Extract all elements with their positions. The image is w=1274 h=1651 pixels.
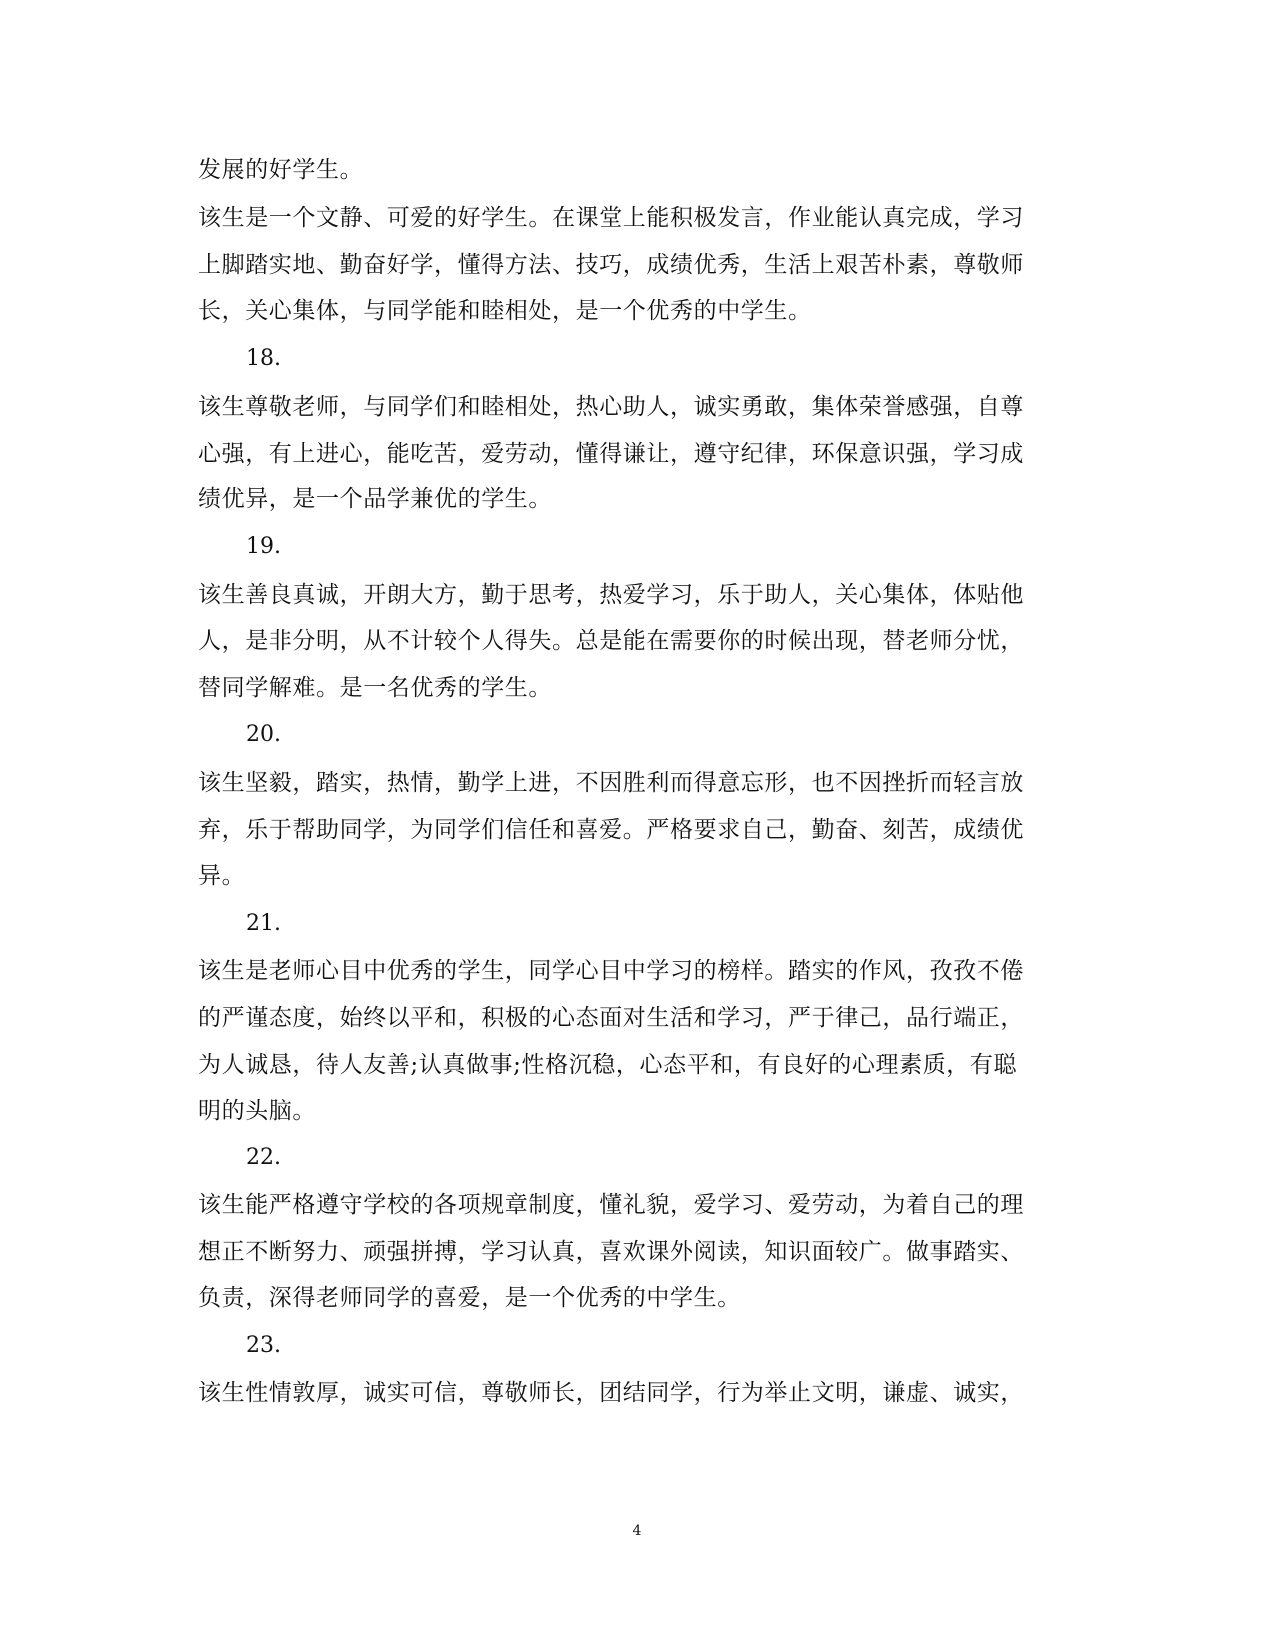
text-line: 明的头脑。 (198, 1098, 316, 1124)
text-line: 发展的好学生。 (198, 157, 364, 183)
text-line: 该生坚毅，踏实，热情，勤学上进，不因胜利而得意忘形，也不因挫折而轻言放 (198, 770, 1024, 796)
text-line: 异。 (198, 863, 246, 889)
text-line: 该生是老师心目中优秀的学生，同学心目中学习的榜样。踏实的作风，孜孜不倦 (198, 958, 1024, 984)
text-line: 为人诚恳，待人友善;认真做事;性格沉稳，心态平和，有良好的心理素质，有聪 (198, 1052, 1018, 1078)
item-number: 20. (246, 722, 281, 747)
item-number: 18. (246, 346, 281, 371)
page-number: 4 (632, 1523, 642, 1539)
text-line: 绩优异，是一个品学兼优的学生。 (198, 486, 552, 512)
text-line: 该生是一个文静、可爱的好学生。在课堂上能积极发言，作业能认真完成，学习 (198, 205, 1024, 231)
text-line: 上脚踏实地、勤奋好学，懂得方法、技巧，成绩优秀，生活上艰苦朴素，尊敬师 (198, 252, 1024, 278)
text-line: 弃，乐于帮助同学，为同学们信任和喜爱。严格要求自己，勤奋、刻苦，成绩优 (198, 817, 1024, 843)
text-line: 该生能严格遵守学校的各项规章制度，懂礼貌，爱学习、爱劳动，为着自己的理 (198, 1192, 1024, 1218)
text-line: 该生尊敬老师，与同学们和睦相处，热心助人，诚实勇敢，集体荣誉感强，自尊 (198, 394, 1024, 420)
text-line: 人，是非分明，从不计较个人得失。总是能在需要你的时候出现，替老师分忧， (198, 628, 1024, 654)
text-line: 想正不断努力、顽强拼搏，学习认真，喜欢课外阅读，知识面较广。做事踏实、 (198, 1239, 1024, 1265)
item-number: 23. (246, 1333, 281, 1358)
item-number: 19. (246, 534, 281, 559)
text-line: 该生善良真诚，开朗大方，勤于思考，热爱学习，乐于助人，关心集体，体贴他 (198, 582, 1024, 608)
item-number: 21. (246, 911, 281, 936)
text-line: 长，关心集体，与同学能和睦相处，是一个优秀的中学生。 (198, 298, 812, 324)
text-line: 负责，深得老师同学的喜爱，是一个优秀的中学生。 (198, 1285, 741, 1311)
item-number: 22. (246, 1145, 281, 1170)
text-line: 的严谨态度，始终以平和，积极的心态面对生活和学习，严于律己，品行端正， (198, 1005, 1024, 1031)
text-line: 心强，有上进心，能吃苦，爱劳动，懂得谦让，遵守纪律，环保意识强，学习成 (198, 441, 1024, 467)
text-line: 该生性情敦厚，诚实可信，尊敬师长，团结同学，行为举止文明，谦虚、诚实， (198, 1380, 1024, 1406)
text-line: 替同学解难。是一名优秀的学生。 (198, 675, 552, 701)
